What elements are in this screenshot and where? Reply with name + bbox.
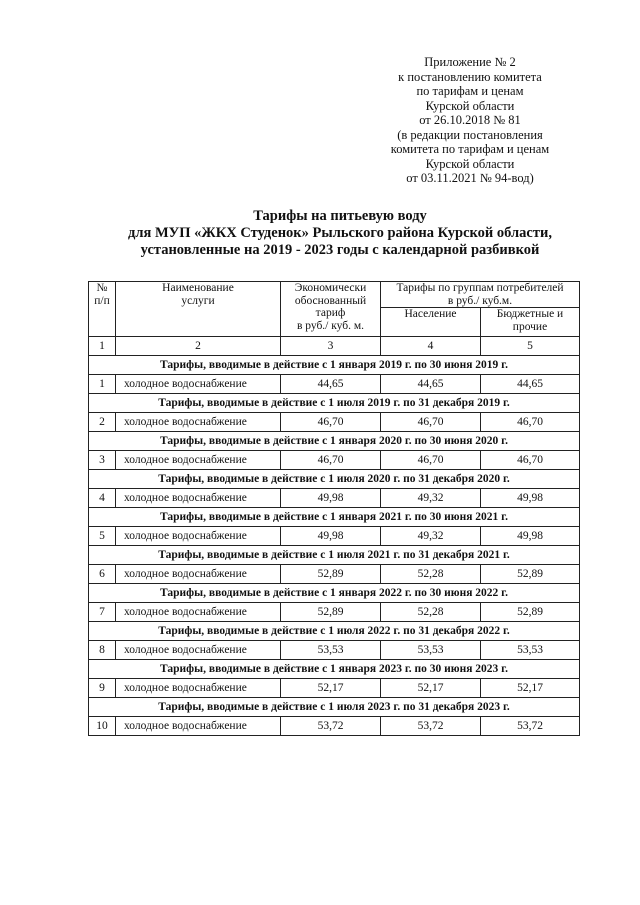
budget-tariff: 49,98 <box>481 527 580 546</box>
period-row <box>89 660 580 679</box>
header-service: Наименование услуги <box>116 282 281 337</box>
row-number: 5 <box>89 527 116 546</box>
population-tariff: 44,65 <box>381 375 481 394</box>
economic-tariff: 46,70 <box>281 413 381 432</box>
header-consumer-groups: Тарифы по группам потребителей в руб./ куб.м. <box>381 282 580 308</box>
appendix-line: Курской области <box>425 98 515 113</box>
population-tariff: 53,72 <box>381 717 481 736</box>
row-number: 4 <box>89 489 116 508</box>
economic-tariff: 52,89 <box>281 565 381 584</box>
budget-tariff: 52,89 <box>481 603 580 622</box>
appendix-line: Приложение № 2 <box>424 55 516 69</box>
period-row <box>89 470 580 489</box>
period-row <box>89 698 580 717</box>
period-label: Тарифы, вводимые в действие с 1 января 2020 г. по 30 июня 2020 г. <box>89 432 580 451</box>
service-name: холодное водоснабжение <box>116 413 281 432</box>
period-row <box>89 622 580 641</box>
population-tariff: 46,70 <box>381 413 481 432</box>
population-tariff: 53,53 <box>381 641 481 660</box>
col-number: 5 <box>481 337 580 356</box>
budget-tariff: 52,89 <box>481 565 580 584</box>
table-row <box>89 641 580 660</box>
economic-tariff: 49,98 <box>281 527 381 546</box>
population-tariff: 46,70 <box>381 451 481 470</box>
table-row <box>89 413 580 432</box>
period-row <box>89 584 580 603</box>
period-row <box>89 432 580 451</box>
economic-tariff: 53,53 <box>281 641 381 660</box>
table-row <box>89 527 580 546</box>
period-label: Тарифы, вводимые в действие с 1 июля 2022 г. по 31 декабря 2022 г. <box>89 622 580 641</box>
service-name: холодное водоснабжение <box>116 489 281 508</box>
appendix-note <box>360 55 580 186</box>
period-row <box>89 508 580 527</box>
col-number: 3 <box>281 337 381 356</box>
budget-tariff: 46,70 <box>481 451 580 470</box>
budget-tariff: 49,98 <box>481 489 580 508</box>
period-label: Тарифы, вводимые в действие с 1 июля 2019 г. по 31 декабря 2019 г. <box>89 394 580 413</box>
table-row <box>89 565 580 584</box>
row-number: 1 <box>89 375 116 394</box>
service-name: холодное водоснабжение <box>116 527 281 546</box>
budget-tariff: 53,53 <box>481 641 580 660</box>
document-title <box>40 208 640 259</box>
service-name: холодное водоснабжение <box>116 565 281 584</box>
period-row <box>89 356 580 375</box>
economic-tariff: 52,17 <box>281 679 381 698</box>
row-number: 2 <box>89 413 116 432</box>
period-label: Тарифы, вводимые в действие с 1 января 2021 г. по 30 июня 2021 г. <box>89 508 580 527</box>
row-number: 8 <box>89 641 116 660</box>
row-number: 10 <box>89 717 116 736</box>
economic-tariff: 44,65 <box>281 375 381 394</box>
service-name: холодное водоснабжение <box>116 717 281 736</box>
period-label: Тарифы, вводимые в действие с 1 июля 2020 г. по 31 декабря 2020 г. <box>89 470 580 489</box>
header-population: Население <box>381 308 481 337</box>
service-name: холодное водоснабжение <box>116 679 281 698</box>
table-row <box>89 451 580 470</box>
col-number: 2 <box>116 337 281 356</box>
column-number-row <box>89 337 580 356</box>
header-economic-tariff: Экономически обоснованный тариф в руб./ куб. м. <box>281 282 381 337</box>
service-name: холодное водоснабжение <box>116 375 281 394</box>
table-row <box>89 375 580 394</box>
economic-tariff: 49,98 <box>281 489 381 508</box>
header-row <box>89 282 580 308</box>
header-num: № п/п <box>89 282 116 337</box>
appendix-line: Курской области <box>425 156 515 171</box>
population-tariff: 52,28 <box>381 565 481 584</box>
service-name: холодное водоснабжение <box>116 641 281 660</box>
period-row <box>89 394 580 413</box>
title-line: установленные на 2019 - 2023 годы с календарной разбивкой <box>140 242 540 258</box>
table-row <box>89 679 580 698</box>
row-number: 3 <box>89 451 116 470</box>
period-label: Тарифы, вводимые в действие с 1 июля 2021 г. по 31 декабря 2021 г. <box>89 546 580 565</box>
appendix-line: от 26.10.2018 № 81 <box>419 113 521 127</box>
period-label: Тарифы, вводимые в действие с 1 июля 2023 г. по 31 декабря 2023 г. <box>89 698 580 717</box>
period-label: Тарифы, вводимые в действие с 1 января 2023 г. по 30 июня 2023 г. <box>89 660 580 679</box>
budget-tariff: 52,17 <box>481 679 580 698</box>
table-row <box>89 717 580 736</box>
title-line: Тарифы на питьевую воду <box>253 208 427 224</box>
economic-tariff: 52,89 <box>281 603 381 622</box>
appendix-line: комитета по тарифам и ценам <box>390 142 550 156</box>
tariff-table <box>88 281 580 736</box>
appendix-line: к постановлению комитета <box>398 69 542 84</box>
period-label: Тарифы, вводимые в действие с 1 января 2022 г. по 30 июня 2022 г. <box>89 584 580 603</box>
period-row <box>89 546 580 565</box>
table-row <box>89 489 580 508</box>
budget-tariff: 53,72 <box>481 717 580 736</box>
period-label: Тарифы, вводимые в действие с 1 января 2019 г. по 30 июня 2019 г. <box>89 356 580 375</box>
appendix-line: по тарифам и ценам <box>416 84 524 98</box>
row-number: 7 <box>89 603 116 622</box>
header-budget: Бюджетные и прочие <box>481 308 580 337</box>
population-tariff: 49,32 <box>381 527 481 546</box>
service-name: холодное водоснабжение <box>116 451 281 470</box>
population-tariff: 52,28 <box>381 603 481 622</box>
col-number: 1 <box>89 337 116 356</box>
table-row <box>89 603 580 622</box>
population-tariff: 52,17 <box>381 679 481 698</box>
row-number: 6 <box>89 565 116 584</box>
title-line: для МУП «ЖКХ Студенок» Рыльского района Курской области, <box>128 225 552 241</box>
appendix-line: (в редакции постановления <box>397 127 543 142</box>
col-number: 4 <box>381 337 481 356</box>
economic-tariff: 53,72 <box>281 717 381 736</box>
row-number: 9 <box>89 679 116 698</box>
budget-tariff: 46,70 <box>481 413 580 432</box>
appendix-line: от 03.11.2021 № 94-вод) <box>406 171 534 185</box>
population-tariff: 49,32 <box>381 489 481 508</box>
service-name: холодное водоснабжение <box>116 603 281 622</box>
economic-tariff: 46,70 <box>281 451 381 470</box>
budget-tariff: 44,65 <box>481 375 580 394</box>
